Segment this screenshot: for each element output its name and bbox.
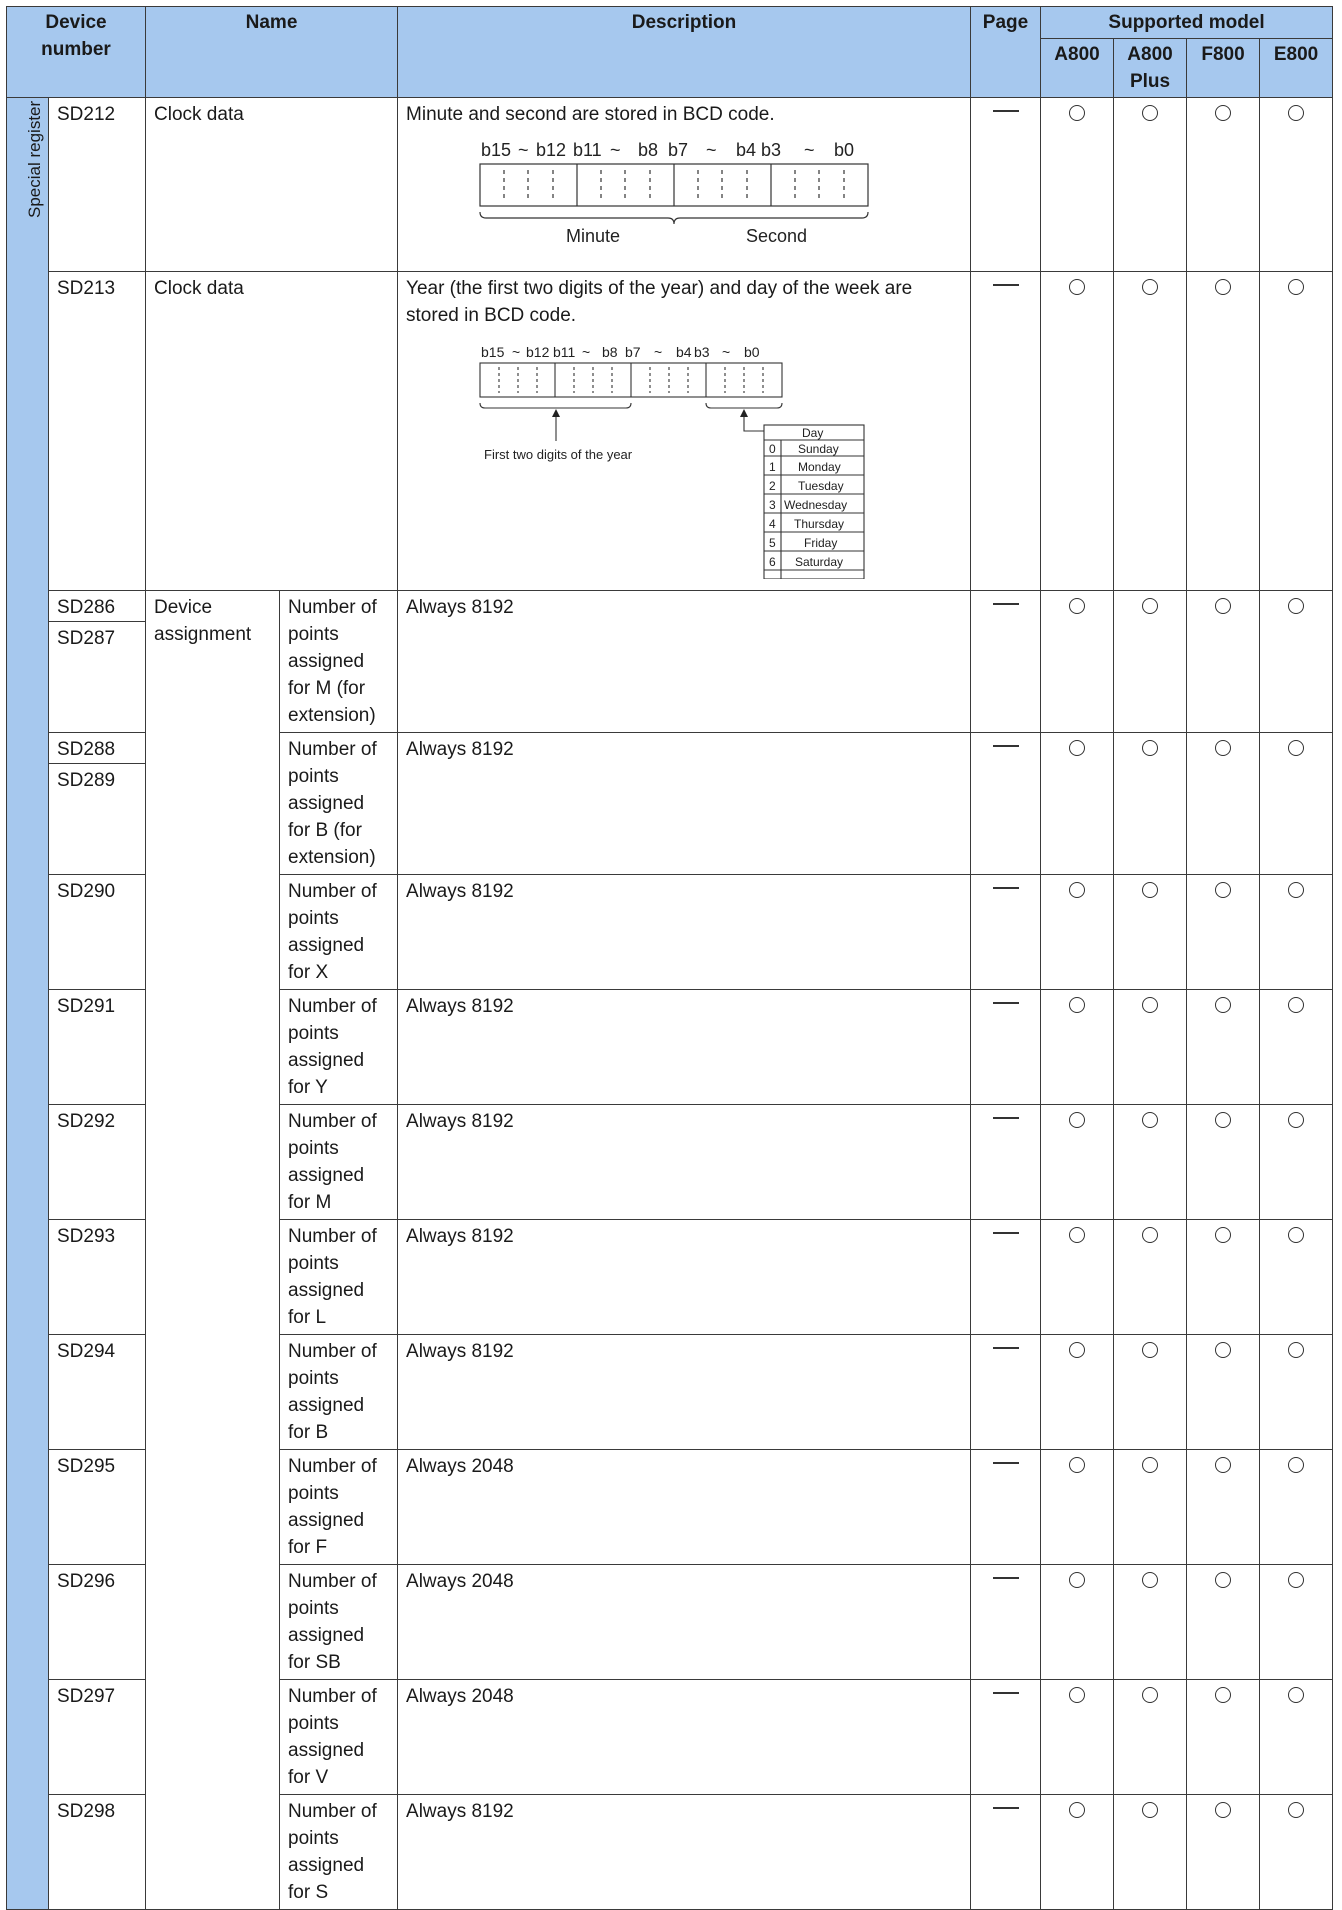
- support-mark: [1288, 1802, 1304, 1818]
- register-subname: Number of points assigned for V: [280, 1680, 398, 1795]
- table-row: [7, 591, 1333, 733]
- register-subname: Number of points assigned for F: [280, 1450, 398, 1565]
- day-name: Tuesday: [798, 479, 844, 493]
- support-a800-plus: [1114, 1795, 1187, 1910]
- support-mark: [1069, 1342, 1085, 1358]
- support-mark: [1142, 997, 1158, 1013]
- device-number: SD288: [57, 739, 116, 760]
- support-a800-plus: [1114, 1105, 1187, 1220]
- day-name: Monday: [798, 460, 841, 474]
- header-page: Page: [971, 7, 1041, 98]
- support-a800-plus: [1114, 1450, 1187, 1565]
- page-dash: [993, 1347, 1019, 1349]
- support-mark: [1215, 740, 1231, 756]
- support-mark: [1288, 598, 1304, 614]
- support-a800: [1041, 733, 1114, 875]
- support-a800: [1041, 990, 1114, 1105]
- description-text: Always 8192: [398, 1795, 971, 1910]
- support-mark: [1142, 1342, 1158, 1358]
- support-mark: [1069, 1457, 1085, 1473]
- description-cell: [398, 272, 971, 591]
- support-f800: [1187, 1795, 1260, 1910]
- page-cell: [971, 1795, 1041, 1910]
- page-cell: [971, 1565, 1041, 1680]
- support-mark: [1288, 997, 1304, 1013]
- support-e800: [1260, 990, 1333, 1105]
- bcd-minute-second-diagram: [406, 128, 946, 248]
- support-a800-plus: [1114, 990, 1187, 1105]
- register-subname: Number of points assigned for S: [280, 1795, 398, 1910]
- day-name: Friday: [804, 536, 838, 550]
- support-e800: [1260, 1105, 1333, 1220]
- support-mark: [1215, 1457, 1231, 1473]
- support-mark: [1142, 598, 1158, 614]
- page-dash: [993, 887, 1019, 889]
- device-number: SD292: [49, 1105, 146, 1220]
- support-e800: [1260, 1680, 1333, 1795]
- support-mark: [1288, 1342, 1304, 1358]
- support-mark: [1288, 1572, 1304, 1588]
- description-text: Always 2048: [398, 1680, 971, 1795]
- support-mark: [1215, 1572, 1231, 1588]
- day-header: Day: [802, 426, 824, 440]
- page-dash: [993, 1002, 1019, 1004]
- special-register-table: [6, 6, 1333, 1910]
- support-a800-plus: [1114, 98, 1187, 272]
- register-subname: Number of points assigned for M (for extension): [280, 591, 398, 733]
- support-a800: [1041, 1450, 1114, 1565]
- support-mark: [1069, 1112, 1085, 1128]
- side-label: Special register: [25, 101, 44, 219]
- support-e800: [1260, 1565, 1333, 1680]
- register-subname: Number of points assigned for M: [280, 1105, 398, 1220]
- support-e800: [1260, 1220, 1333, 1335]
- header-model-a800-plus: A800 Plus: [1114, 39, 1187, 98]
- page-dash: [993, 1117, 1019, 1119]
- day-num: 1: [769, 460, 776, 474]
- register-name: Clock data: [146, 98, 398, 272]
- support-a800: [1041, 875, 1114, 990]
- bit-label: b7: [668, 140, 689, 160]
- page-dash: [993, 1807, 1019, 1809]
- day-name: Sunday: [798, 442, 839, 456]
- day-num: 0: [769, 442, 776, 456]
- bit-label: b0: [834, 140, 855, 160]
- support-a800-plus: [1114, 875, 1187, 990]
- bit-label: ~: [654, 344, 663, 360]
- bit-label: b0: [744, 344, 760, 360]
- description-text: Minute and second are stored in BCD code.: [406, 104, 775, 125]
- page-cell: [971, 990, 1041, 1105]
- support-f800: [1187, 990, 1260, 1105]
- device-number: SD213: [49, 272, 146, 591]
- header-model-f800: F800: [1187, 39, 1260, 98]
- support-e800: [1260, 733, 1333, 875]
- register-subname: Number of points assigned for SB: [280, 1565, 398, 1680]
- support-mark: [1142, 1687, 1158, 1703]
- device-number: SD290: [49, 875, 146, 990]
- bit-label: b12: [536, 140, 567, 160]
- page-dash: [993, 284, 1019, 286]
- bit-label: ~: [706, 140, 717, 160]
- support-a800-plus: [1114, 733, 1187, 875]
- support-mark: [1142, 1802, 1158, 1818]
- bit-label: b15: [481, 344, 505, 360]
- description-text: Always 8192: [398, 1335, 971, 1450]
- support-mark: [1288, 105, 1304, 121]
- support-mark: [1142, 1457, 1158, 1473]
- device-number: SD298: [49, 1795, 146, 1910]
- support-f800: [1187, 1335, 1260, 1450]
- bit-label: ~: [518, 140, 529, 160]
- header-model-e800: E800: [1260, 39, 1333, 98]
- page-cell: [971, 1220, 1041, 1335]
- page-dash: [993, 110, 1019, 112]
- support-f800: [1187, 875, 1260, 990]
- bit-label: b3: [694, 344, 710, 360]
- support-mark: [1288, 279, 1304, 295]
- support-a800-plus: [1114, 1565, 1187, 1680]
- register-subname: Number of points assigned for L: [280, 1220, 398, 1335]
- year-label: First two digits of the year: [484, 447, 633, 462]
- bit-label: ~: [512, 344, 521, 360]
- support-f800: [1187, 272, 1260, 591]
- bit-label: b12: [526, 344, 550, 360]
- header-supported-model: Supported model: [1041, 7, 1333, 39]
- page-dash: [993, 1232, 1019, 1234]
- device-number: SD291: [49, 990, 146, 1105]
- day-name: Saturday: [795, 555, 844, 569]
- device-number: SD293: [49, 1220, 146, 1335]
- support-a800: [1041, 1105, 1114, 1220]
- support-mark: [1215, 279, 1231, 295]
- support-mark: [1288, 1227, 1304, 1243]
- support-mark: [1142, 1227, 1158, 1243]
- device-number: SD297: [49, 1680, 146, 1795]
- header-description: Description: [398, 7, 971, 98]
- support-f800: [1187, 733, 1260, 875]
- header-row: [7, 7, 1333, 39]
- table-row: [7, 98, 1333, 272]
- support-mark: [1215, 1802, 1231, 1818]
- bit-label: b15: [481, 140, 512, 160]
- support-mark: [1069, 279, 1085, 295]
- register-group-name: Device assignment: [146, 591, 280, 1910]
- support-mark: [1142, 279, 1158, 295]
- device-number: SD212: [49, 98, 146, 272]
- register-subname: Number of points assigned for B (for extension): [280, 733, 398, 875]
- support-mark: [1142, 1112, 1158, 1128]
- bit-label: ~: [804, 140, 815, 160]
- page-dash: [993, 603, 1019, 605]
- support-mark: [1142, 882, 1158, 898]
- description-text: Always 8192: [398, 1220, 971, 1335]
- second-label: Second: [746, 226, 808, 246]
- support-a800-plus: [1114, 272, 1187, 591]
- bit-label: b3: [761, 140, 782, 160]
- bit-label: b8: [638, 140, 659, 160]
- support-e800: [1260, 875, 1333, 990]
- bit-label: b8: [602, 344, 618, 360]
- support-mark: [1142, 105, 1158, 121]
- support-mark: [1215, 1112, 1231, 1128]
- support-a800-plus: [1114, 1220, 1187, 1335]
- register-subname: Number of points assigned for B: [280, 1335, 398, 1450]
- support-f800: [1187, 1220, 1260, 1335]
- support-a800-plus: [1114, 1680, 1187, 1795]
- device-number-cell: [49, 733, 146, 875]
- support-a800-plus: [1114, 1335, 1187, 1450]
- bit-label: b11: [553, 344, 576, 360]
- description-text: Always 8192: [398, 990, 971, 1105]
- description-text: Always 2048: [398, 1565, 971, 1680]
- page-dash: [993, 1462, 1019, 1464]
- page-cell: [971, 733, 1041, 875]
- register-subname: Number of points assigned for X: [280, 875, 398, 990]
- support-mark: [1288, 1687, 1304, 1703]
- support-mark: [1069, 1227, 1085, 1243]
- description-text: Always 8192: [398, 1105, 971, 1220]
- support-a800: [1041, 1220, 1114, 1335]
- support-f800: [1187, 98, 1260, 272]
- support-mark: [1069, 997, 1085, 1013]
- bit-label: ~: [722, 344, 731, 360]
- support-mark: [1069, 1802, 1085, 1818]
- description-text: Always 8192: [398, 875, 971, 990]
- minute-label: Minute: [566, 226, 621, 246]
- bit-label: ~: [610, 140, 621, 160]
- support-e800: [1260, 272, 1333, 591]
- bit-label: b4: [736, 140, 757, 160]
- page-cell: [971, 591, 1041, 733]
- bit-label: ~: [582, 344, 591, 360]
- support-e800: [1260, 1335, 1333, 1450]
- day-num: 6: [769, 555, 776, 569]
- bcd-year-day-diagram: [406, 329, 946, 579]
- support-mark: [1215, 105, 1231, 121]
- device-number: SD294: [49, 1335, 146, 1450]
- support-mark: [1069, 1572, 1085, 1588]
- header-model-a800: A800: [1041, 39, 1114, 98]
- device-number: SD286: [57, 597, 116, 618]
- support-mark: [1288, 1112, 1304, 1128]
- support-mark: [1215, 882, 1231, 898]
- page-cell: [971, 1680, 1041, 1795]
- page-cell: [971, 875, 1041, 990]
- day-num: 2: [769, 479, 776, 493]
- support-a800-plus: [1114, 591, 1187, 733]
- support-mark: [1215, 1227, 1231, 1243]
- support-a800: [1041, 591, 1114, 733]
- support-e800: [1260, 1795, 1333, 1910]
- support-mark: [1215, 997, 1231, 1013]
- support-mark: [1069, 882, 1085, 898]
- page-dash: [993, 745, 1019, 747]
- page-cell: [971, 1450, 1041, 1565]
- page-cell: [971, 272, 1041, 591]
- page-dash: [993, 1692, 1019, 1694]
- page-cell: [971, 1105, 1041, 1220]
- page-dash: [993, 1577, 1019, 1579]
- support-mark: [1069, 740, 1085, 756]
- device-number: SD287: [49, 621, 145, 652]
- support-mark: [1288, 1457, 1304, 1473]
- support-mark: [1288, 740, 1304, 756]
- support-mark: [1069, 105, 1085, 121]
- support-a800: [1041, 272, 1114, 591]
- day-num: 5: [769, 536, 776, 550]
- day-num: 4: [769, 517, 776, 531]
- support-f800: [1187, 1680, 1260, 1795]
- support-a800: [1041, 1335, 1114, 1450]
- support-e800: [1260, 591, 1333, 733]
- header-device-number: Device number: [7, 7, 146, 98]
- support-f800: [1187, 1105, 1260, 1220]
- support-mark: [1142, 1572, 1158, 1588]
- day-name: Wednesday: [784, 498, 848, 512]
- day-name: Thursday: [794, 517, 845, 531]
- device-number-cell: [49, 591, 146, 733]
- header-name: Name: [146, 7, 398, 98]
- register-name: Clock data: [146, 272, 398, 591]
- bit-label: b4: [676, 344, 692, 360]
- page-cell: [971, 1335, 1041, 1450]
- description-text: Always 8192: [398, 591, 971, 733]
- device-number: SD295: [49, 1450, 146, 1565]
- support-mark: [1215, 1687, 1231, 1703]
- description-cell: [398, 98, 971, 272]
- table-row: [7, 272, 1333, 591]
- support-f800: [1187, 591, 1260, 733]
- bit-label: b7: [625, 344, 641, 360]
- support-f800: [1187, 1565, 1260, 1680]
- device-number: SD296: [49, 1565, 146, 1680]
- support-a800: [1041, 1680, 1114, 1795]
- register-subname: Number of points assigned for Y: [280, 990, 398, 1105]
- support-a800: [1041, 1795, 1114, 1910]
- device-number: SD289: [49, 763, 145, 794]
- support-mark: [1142, 740, 1158, 756]
- support-a800: [1041, 98, 1114, 272]
- support-mark: [1215, 598, 1231, 614]
- page-cell: [971, 98, 1041, 272]
- support-mark: [1069, 1687, 1085, 1703]
- day-num: 3: [769, 498, 776, 512]
- support-a800: [1041, 1565, 1114, 1680]
- support-e800: [1260, 98, 1333, 272]
- support-f800: [1187, 1450, 1260, 1565]
- support-e800: [1260, 1450, 1333, 1565]
- description-text: Year (the first two digits of the year) and day of the week are stored in BCD code.: [406, 278, 913, 326]
- description-text: Always 2048: [398, 1450, 971, 1565]
- support-mark: [1288, 882, 1304, 898]
- support-mark: [1215, 1342, 1231, 1358]
- support-mark: [1069, 598, 1085, 614]
- bit-label: b11: [573, 140, 602, 160]
- side-label-cell: [7, 98, 49, 1910]
- description-text: Always 8192: [398, 733, 971, 875]
